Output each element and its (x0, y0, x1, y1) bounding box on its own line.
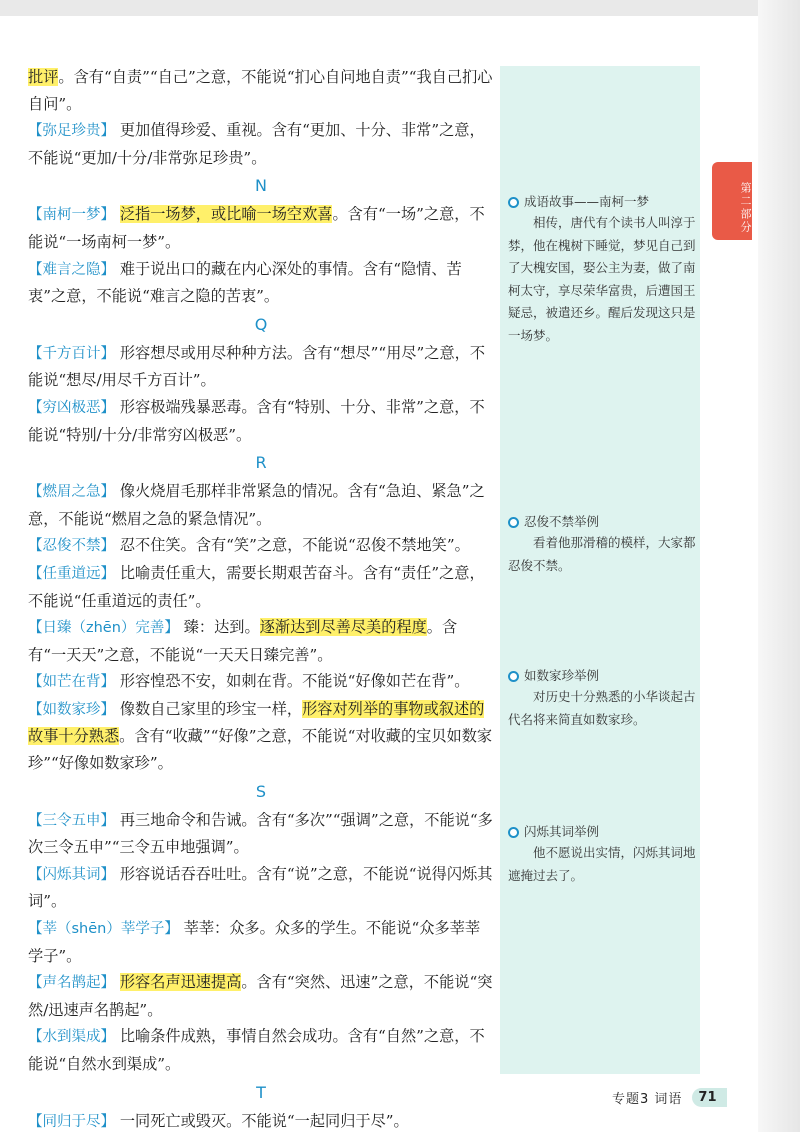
page-number: 71 (692, 1088, 726, 1107)
idiom-term: 【声名鹊起】 (28, 975, 115, 992)
note-text: 他不愿说出实情，闪烁其词地遮掩过去了。 (508, 845, 696, 883)
entry-text: 形容极端残暴恶毒。含有“特别、十分、非常”之意，不能说“特别/十分/非常穷凶极恶”。 (28, 397, 485, 444)
section-letter: N (255, 176, 267, 196)
entry-text: 难于说出口的藏在内心深处的事情。含有“隐情、苦衷”之意，不能说“难言之隐的苦衷”。 (28, 259, 462, 306)
idiom-entry (28, 478, 494, 532)
idiom-entry (28, 696, 494, 777)
highlighted-text: 批评 (28, 68, 59, 86)
idiom-term: 【燃眉之急】 (28, 484, 115, 501)
idiom-entry (28, 1108, 494, 1135)
bullet-icon (508, 671, 519, 682)
entry-text: 比喻责任重大，需要长期艰苦奋斗。含有“责任”之意，不能说“任重道远的责任”。 (28, 563, 485, 610)
idiom-entry (28, 256, 494, 310)
note-title: 闪烁其词举例 (524, 824, 600, 839)
entry-text: 一同死亡或毁灭。不能说“一起同归于尽”。 (115, 1111, 409, 1130)
note-text: 相传，唐代有个读书人叫淳于棼，他在槐树下睡觉，梦见自己到了大槐安国，娶公主为妻，做了南柯太守，享尽荣华富贵，后遭国王疑忌，被遣还乡。醒后发现这只是一场梦。 (508, 215, 696, 343)
idiom-term: 【忍俊不禁】 (28, 538, 115, 555)
idiom-term: 【如数家珍】 (28, 701, 115, 718)
note-renjun (508, 512, 696, 577)
idiom-term: 【弥足珍贵】 (28, 123, 115, 140)
entry-text: 形容想尽或用尽种种方法。含有“想尽”“用尽”之意，不能说“想尽/用尽千方百计”。 (28, 343, 486, 390)
entry-text: 形容说话吞吞吐吐。含有“说”之意，不能说“说得闪烁其词”。 (28, 864, 493, 911)
idiom-entry (28, 807, 494, 861)
highlighted-text: 形容对列举的事物或叙述的故事十分熟悉 (28, 699, 485, 746)
entry-text: 。含有“一场”之意，不能说“一场南柯一梦”。 (28, 205, 485, 251)
idiom-term: 【莘（shēn）莘学子】 (28, 921, 179, 938)
bullet-icon (508, 517, 519, 528)
idiom-entry (28, 560, 494, 614)
section-letter: R (255, 453, 267, 473)
note-nanke (508, 192, 696, 347)
entry-text: 莘莘：众多。众多的学生。不能说“众多莘莘学子”。 (28, 919, 481, 965)
highlighted-text: 形容名声迅速提高 (119, 973, 242, 992)
idiom-entry (28, 969, 494, 1023)
entry-text: 。含有“突然、迅速”之意，不能说“突然/迅速声名鹊起”。 (28, 973, 493, 1019)
entry-text: 。含有“自责”“自己”之意，不能说“扪心自问地自责”“我自己扪心自问”。 (28, 68, 493, 113)
idiom-entry (28, 915, 494, 969)
entry-text: 比喻条件成熟，事情自然会成功。含有“自然”之意，不能说“自然水到渠成”。 (28, 1027, 485, 1073)
note-title: 如数家珍举例 (524, 668, 600, 683)
idiom-list (28, 64, 494, 1135)
idiom-entry (28, 117, 494, 171)
entry-text: 再三地命令和告诫。含有“多次”“强调”之意，不能说“多次三令五申”“三令五申地强调”。 (28, 810, 493, 857)
bullet-icon (508, 827, 519, 838)
entry-text: 形容惶恐不安，如刺在背。不能说“好像如芒在背”。 (115, 672, 470, 691)
note-text: 对历史十分熟悉的小华谈起古代名将来简直如数家珍。 (508, 689, 696, 727)
page-footer (612, 1088, 727, 1107)
idiom-entry (28, 394, 494, 448)
idiom-entry (28, 64, 494, 117)
page-right-edge (758, 0, 800, 1132)
idiom-entry (28, 614, 494, 668)
idiom-term: 【水到渠成】 (28, 1029, 115, 1046)
entry-text: 忍不住笑。含有“笑”之意，不能说“忍俊不禁地笑”。 (115, 536, 470, 555)
bullet-icon (508, 197, 519, 208)
idiom-term: 【同归于尽】 (28, 1113, 115, 1130)
entry-text: 。含有“收藏”“好像”之意，不能说“对收藏的宝贝如数家珍”“好像如数家珍”。 (28, 727, 493, 773)
idiom-term: 【南柯一梦】 (28, 207, 115, 224)
idiom-term: 【千方百计】 (28, 345, 115, 362)
idiom-term: 【任重道远】 (28, 565, 115, 582)
note-rushu (508, 666, 696, 731)
note-title: 成语故事——南柯一梦 (524, 194, 650, 209)
highlighted-text: 逐渐达到尽善尽美的程度 (259, 618, 427, 637)
note-shanshuo (508, 822, 696, 887)
section-tab: 第二部分 (712, 162, 752, 240)
page-top-edge (0, 0, 800, 16)
idiom-entry (28, 532, 494, 560)
idiom-entry (28, 201, 494, 255)
entry-text: 臻：达到。 (178, 618, 260, 637)
idiom-term: 【穷凶极恶】 (28, 399, 115, 416)
highlighted-text: 泛指一场梦，或比喻一场空欢喜 (119, 205, 333, 224)
entry-text: 更加值得珍爱、重视。含有“更加、十分、非常”之意，不能说“更加/十分/非常弥足珍贵”。 (28, 121, 485, 167)
entry-text: 像数自己家里的珍宝一样， (115, 699, 303, 718)
section-letter: S (255, 781, 267, 801)
section-letter: Q (254, 314, 268, 334)
entry-text: 。含有“一天天”之意，不能说“一天天日臻完善”。 (28, 618, 458, 664)
note-text: 看着他那滑稽的模样，大家都忍俊不禁。 (508, 535, 696, 573)
topic-title: 专题3 词语 (612, 1092, 683, 1107)
idiom-term: 【日臻（zhēn）完善】 (28, 620, 179, 637)
idiom-entry (28, 668, 494, 696)
section-letter: T (256, 1082, 266, 1102)
idiom-term: 【如芒在背】 (28, 674, 115, 691)
idiom-term: 【闪烁其词】 (28, 866, 115, 883)
idiom-entry (28, 861, 494, 915)
note-title: 忍俊不禁举例 (524, 514, 600, 529)
idiom-term: 【三令五申】 (28, 812, 115, 829)
entry-text: 像火烧眉毛那样非常紧急的情况。含有“急迫、紧急”之意，不能说“燃眉之急的紧急情况”。 (28, 482, 485, 528)
idiom-entry (28, 1023, 494, 1077)
idiom-entry (28, 340, 494, 394)
idiom-term: 【难言之隐】 (28, 261, 115, 278)
